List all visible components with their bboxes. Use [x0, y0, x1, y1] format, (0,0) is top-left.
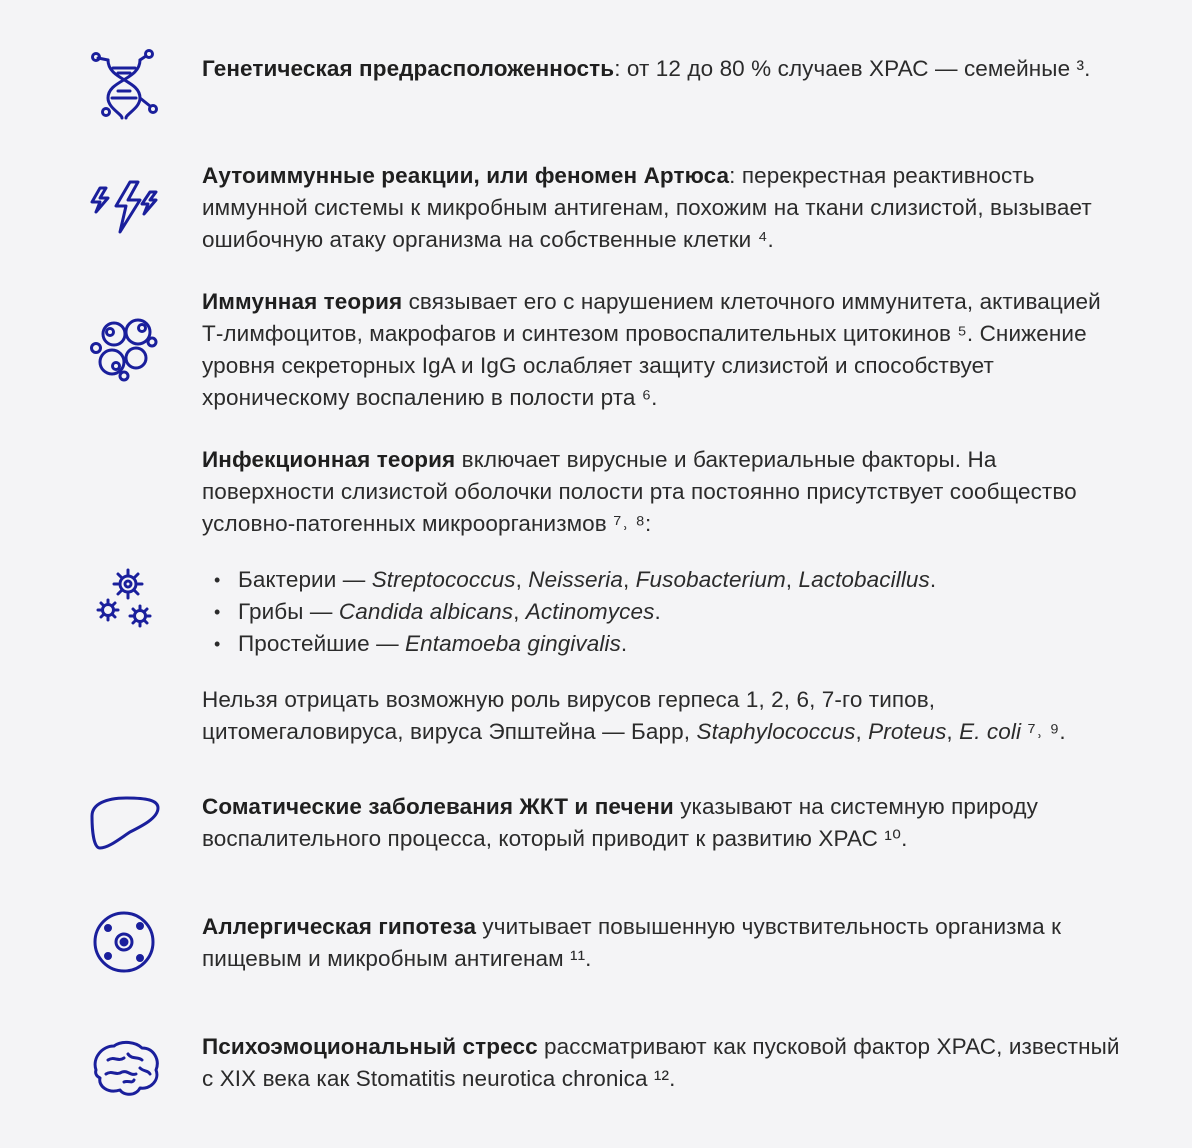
- item-allergy-title: Аллергическая гипотеза: [202, 914, 477, 939]
- item-allergy: [202, 911, 1122, 975]
- liver-icon: [86, 786, 164, 864]
- microbe-list: [202, 564, 1122, 660]
- list-item-fungi: • Грибы — Candida albicans, Actinomyces.: [202, 596, 1122, 628]
- item-somatic-title: Соматические заболевания ЖКТ и печени: [202, 794, 674, 819]
- item-genetic-text: : от 12 до 80 % случаев ХРАС — семейные ³.: [614, 56, 1091, 81]
- immune-cells-icon: [86, 310, 164, 388]
- item-genetic-title: Генетическая предрасположенность: [202, 56, 615, 81]
- microbes-icon: [86, 560, 164, 638]
- item-infection: [202, 444, 1122, 748]
- item-autoimmune-title: Аутоиммунные реакции, или феномен Артюса: [202, 163, 730, 188]
- item-stress: [202, 1031, 1122, 1095]
- list-item-protozoa: • Простейшие — Entamoeba gingivalis.: [202, 628, 1122, 660]
- item-immune-text: связывает его с нарушением клеточного иммунитета, активацией Т-лимфоцитов, макрофагов и синтезом провоспалительных цитокинов ⁵. Снижение уровня секреторных IgA и IgG ослабляет защиту слизистой и способствует хроническому воспалению в полости рта ⁶.: [202, 289, 1101, 410]
- brain-icon: [86, 1030, 164, 1108]
- lightning-icon: [86, 170, 164, 248]
- item-somatic-text: указывают на системную природу воспалительного процесса, который приводит к развитию ХРАС ¹⁰.: [202, 794, 1038, 851]
- item-allergy-text: учитывает повышенную чувствительность организма к пищевым и микробным антигенам ¹¹.: [202, 914, 1062, 971]
- item-somatic: [202, 791, 1122, 855]
- item-stress-text: рассматривают как пусковой фактор ХРАС, известный с XIX века как Stomatitis neurotica chronica ¹².: [202, 1034, 1120, 1091]
- item-infection-text: включает вирусные и бактериальные факторы. На поверхности слизистой оболочки полости рта постоянно присутствует сообщество условно-патогенных микроорганизмов ⁷˒ ⁸:: [202, 447, 1077, 536]
- virus-note: Нельзя отрицать возможную роль вирусов герпеса 1, 2, 6, 7-го типов, цитомегаловируса, вируса Эпштейна — Барр, Staphylococcus, Proteus, E. coli ⁷˒ ⁹.: [202, 687, 1066, 744]
- item-immune-title: Иммунная теория: [202, 289, 403, 314]
- dna-icon: [86, 46, 164, 124]
- allergen-cell-icon: [86, 904, 164, 982]
- item-autoimmune: [202, 160, 1122, 256]
- item-infection-title: Инфекционная теория: [202, 447, 456, 472]
- item-autoimmune-text: : перекрестная реактивность иммунной системы к микробным антигенам, похожим на ткани слизистой, вызывает ошибочную атаку организма на собственные клетки ⁴.: [202, 163, 1092, 252]
- list-item-bacteria: • Бактерии — Streptococcus, Neisseria, Fusobacterium, Lactobacillus.: [202, 564, 1122, 596]
- item-immune: [202, 286, 1122, 414]
- item-stress-title: Психоэмоциональный стресс: [202, 1034, 538, 1059]
- item-genetic: [202, 53, 1122, 85]
